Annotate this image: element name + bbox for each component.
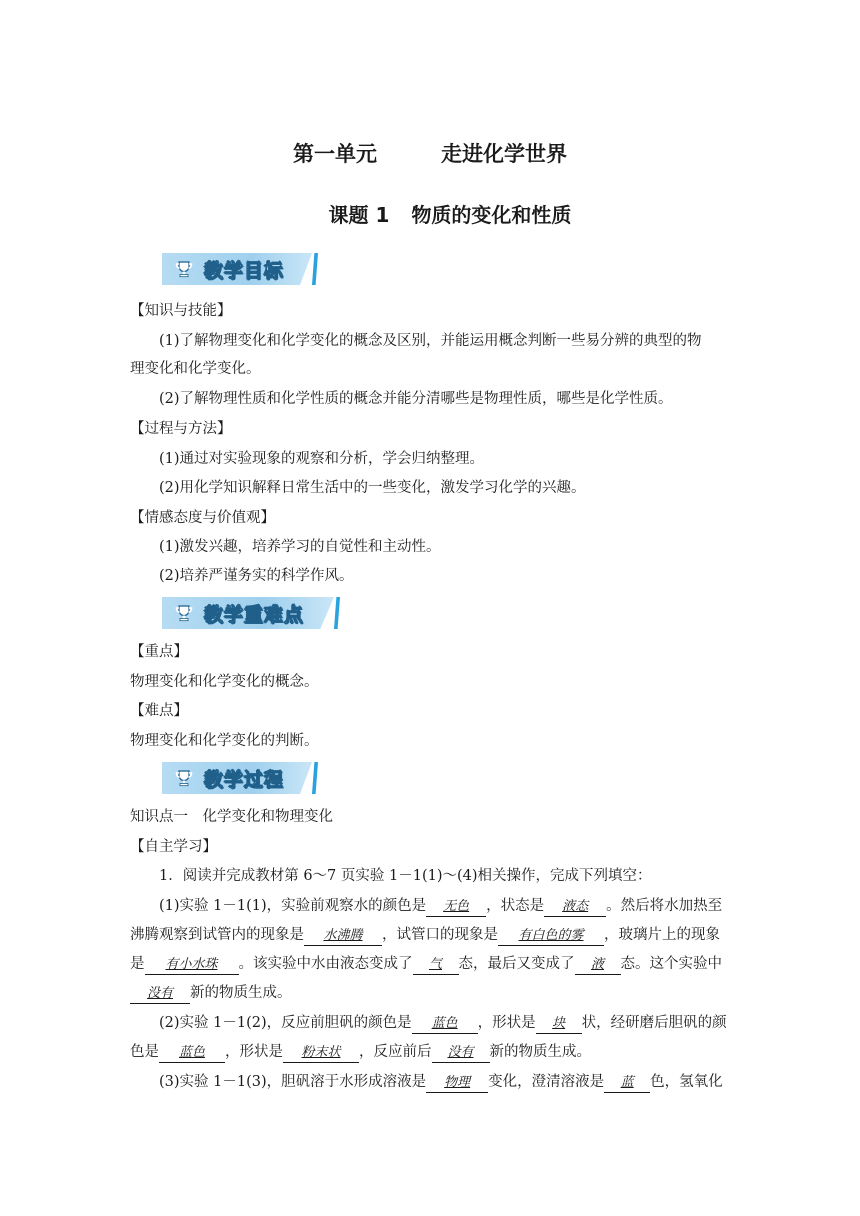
attitude-item-2: (2)培养严谨务实的科学作风。 [159, 568, 354, 584]
exp1-line-2: 沸腾观察到试管内的现象是 水沸腾 ，试管口的现象是 有白色的雾 ，玻璃片上的现象 [130, 924, 740, 946]
exp3-line-1: (3)实验 1－1(3)，胆矾溶于水形成溶液是 物理 变化，澄清溶液是 蓝 色，氢氧化 [130, 1071, 769, 1093]
knowledge-item-1b: 理变化和化学变化。 [130, 361, 261, 377]
goals-banner [162, 253, 284, 285]
answer-blank: 没有 [447, 1045, 474, 1060]
process-method-heading: 【过程与方法】 [130, 421, 232, 437]
answer-blank: 块 [552, 1016, 566, 1031]
knowledge-item-2: (2)了解物理性质和化学性质的概念并能分清哪些是物理性质，哪些是化学性质。 [159, 391, 673, 407]
exp1-line-4: 没有 新的物质生成。 [130, 982, 740, 1004]
focus-heading: 【重点】 [130, 644, 188, 660]
key-points-banner [162, 597, 304, 629]
trophy-icon [174, 603, 194, 623]
process-method-item-2: (2)用化学知识解释日常生活中的一些变化，激发学习化学的兴趣。 [159, 480, 586, 496]
process-banner-label: 教学过程 [204, 768, 285, 791]
answer-blank: 蓝色 [431, 1016, 458, 1031]
answer-blank: 气 [428, 957, 442, 972]
answer-blank: 液 [590, 957, 604, 972]
self-study-heading: 【自主学习】 [130, 839, 217, 855]
answer-blank: 蓝色 [178, 1045, 205, 1060]
process-banner [162, 762, 284, 794]
answer-blank: 蓝 [620, 1075, 634, 1090]
answer-blank: 液态 [562, 899, 589, 914]
exp2-line-1: (2)实验 1－1(2)，反应前胆矾的颜色是 蓝色 ，形状是 块 状，经研磨后胆矾的颜 [130, 1012, 769, 1034]
lesson-name: 物质的变化和性质 [411, 203, 572, 227]
unit-subject: 走进化学世界 [441, 142, 567, 166]
lesson-title [0, 199, 860, 228]
knowledge-point-title: 知识点一 化学变化和物理变化 [130, 809, 333, 825]
answer-blank: 有小水珠 [165, 957, 218, 972]
question-1: 1．阅读并完成教材第 6～7 页实验 1－1(1)～(4)相关操作，完成下列填空： [159, 868, 652, 884]
difficulty-text: 物理变化和化学变化的判断。 [130, 733, 319, 749]
difficulty-heading: 【难点】 [130, 703, 188, 719]
lesson-number: 课题 1 [328, 203, 390, 227]
answer-blank: 有白色的雾 [518, 928, 584, 943]
focus-text: 物理变化和化学变化的概念。 [130, 674, 319, 690]
unit-label: 第一单元 [293, 142, 377, 166]
trophy-icon [174, 259, 194, 279]
knowledge-item-1a: (1)了解物理变化和化学变化的概念及区别，并能运用概念判断一些易分辨的典型的物 [159, 333, 702, 349]
knowledge-heading: 【知识与技能】 [130, 303, 232, 319]
answer-blank: 粉末状 [301, 1045, 341, 1060]
key-points-banner-label: 教学重难点 [204, 603, 305, 626]
exp1-line-3: 是 有小水珠 。该实验中水由液态变成了 气 态，最后又变成了 液 态。这个实验中 [130, 953, 740, 975]
goals-banner-label: 教学目标 [204, 259, 285, 282]
answer-blank: 没有 [146, 986, 173, 1001]
answer-blank: 无色 [443, 899, 470, 914]
process-method-item-1: (1)通过对实验现象的观察和分析，学会归纳整理。 [159, 451, 485, 467]
unit-title [0, 138, 860, 168]
answer-blank: 物理 [444, 1075, 471, 1090]
attitude-item-1: (1)激发兴趣，培养学习的自觉性和主动性。 [159, 539, 441, 555]
attitude-heading: 【情感态度与价值观】 [130, 510, 275, 526]
exp1-line-1: (1)实验 1－1(1)，实验前观察水的颜色是 无色 ，状态是 液态 。然后将水加热至 [130, 895, 769, 917]
exp2-line-2: 色是 蓝色 ，形状是 粉末状 ，反应前后 没有 新的物质生成。 [130, 1041, 740, 1063]
trophy-icon [174, 768, 194, 788]
answer-blank: 水沸腾 [323, 928, 363, 943]
